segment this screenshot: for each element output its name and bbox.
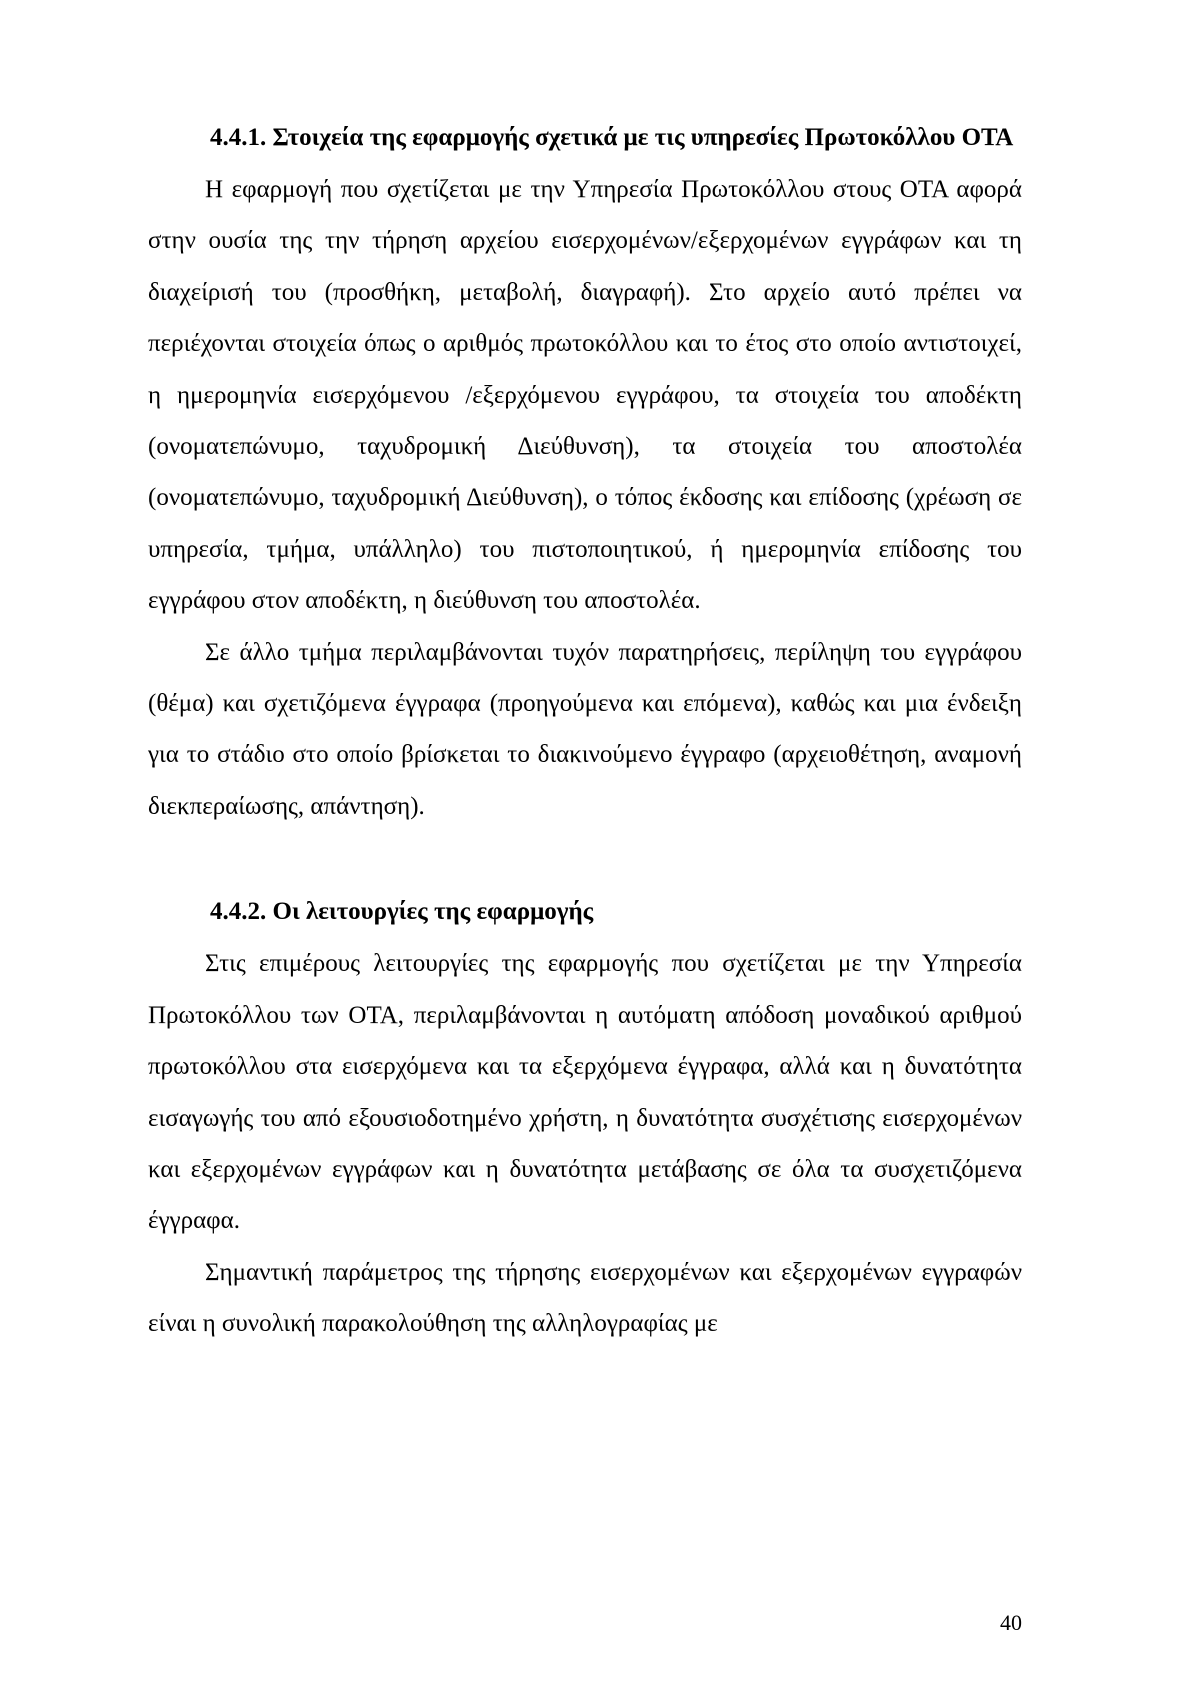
paragraph: Σε άλλο τμήμα περιλαμβάνονται τυχόν παρατηρήσεις, περίληψη του εγγράφου (θέμα) και σχετιζόμενα έγγραφα (προηγούμενα και επόμενα), καθώς και μια ένδειξη για το στάδιο στο οποίο βρίσκεται το διακινούμενο έγγραφο (αρχειοθέτηση, αναμονή διεκπεραίωσης, απάντηση).: [148, 638, 1022, 820]
section-heading-4-4-2: 4.4.2. Οι λειτουργίες της εφαρμογής: [210, 898, 594, 926]
section-heading-4-4-1: 4.4.1. Στοιχεία της εφαρμογής σχετικά με τις υπηρεσίες Πρωτοκόλλου ΟΤΑ: [210, 124, 1014, 151]
paragraph: Σημαντική παράμετρος της τήρησης εισερχομένων και εξερχομένων εγγραφών είναι η συνολική παρακολούθηση της αλληλογραφίας με: [148, 1258, 1022, 1338]
paragraph: Η εφαρμογή που σχετίζεται με την Υπηρεσία Πρωτοκόλλου στους ΟΤΑ αφορά στην ουσία της την τήρηση αρχείου εισερχομένων/εξερχομένων εγγράφων και τη διαχείρισή του (προσθήκη, μεταβολή, διαγραφή). Στο αρχείο αυτό πρέπει να περιέχονται στοιχεία όπως ο αριθμός πρωτοκόλλου και το έτος στο οποίο αντιστοιχεί, η ημερομηνία εισερχόμενου /εξερχόμενου εγγράφου, τα στοιχεία του αποδέκτη (ονοματεπώνυμο, ταχυδρομική Διεύθυνση), τα στοιχεία του αποστολέα (ονοματεπώνυμο, ταχυδρομική Διεύθυνση), ο τόπος έκδοσης και επίδοσης (χρέωση σε υπηρεσία, τμήμα, υπάλληλο) του πιστοποιητικού, ή ημερομηνία επίδοσης του εγγράφου στον αποδέκτη, η διεύθυνση του αποστολέα.: [148, 176, 1022, 615]
document-page: [148, 112, 1022, 1350]
page-number: 40: [1000, 1610, 1022, 1635]
paragraph: Στις επιμέρους λειτουργίες της εφαρμογής που σχετίζεται με την Υπηρεσία Πρωτοκόλλου των ΟΤΑ, περιλαμβάνονται η αυτόματη απόδοση μοναδικού αριθμού πρωτοκόλλου στα εισερχόμενα και τα εξερχόμενα έγγραφα, αλλά και η δυνατότητα εισαγωγής του από εξουσιοδοτημένο χρήστη, η δυνατότητα συσχέτισης εισερχομένων και εξερχομένων εγγράφων και η δυνατότητα μετάβασης σε όλα τα συσχετιζόμενα έγγραφα.: [148, 950, 1022, 1235]
